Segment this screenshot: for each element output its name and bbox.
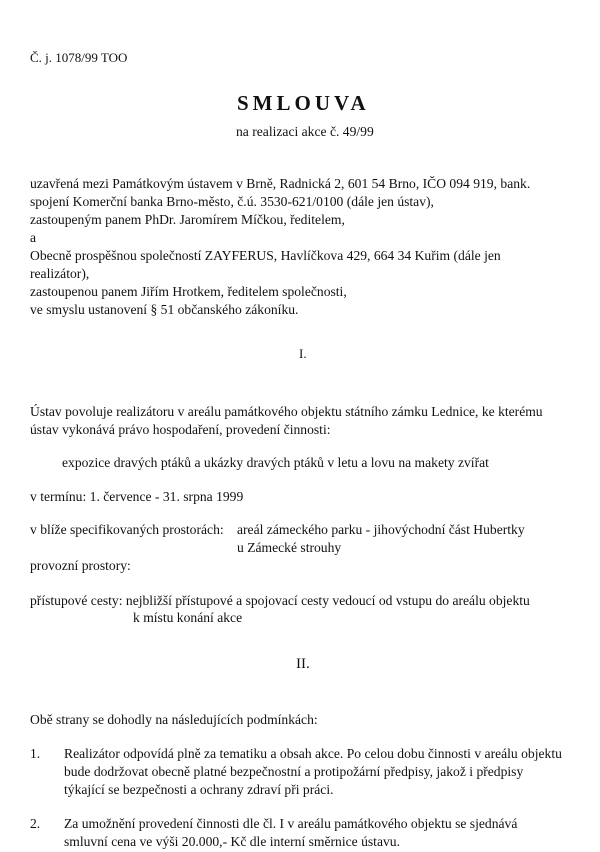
activity-description: expozice dravých ptáků a ukázky dravých ptáků v letu a lovu na makety zvířat <box>62 455 489 470</box>
section-mark-1: I. <box>299 346 307 361</box>
item-line: smluvní cena ve výši 20.000,- Kč dle interní směrnice ústavu. <box>64 834 400 849</box>
reference-number: Č. j. 1078/99 TOO <box>30 50 128 65</box>
term-line: v termínu: 1. července - 31. srpna 1999 <box>30 489 244 504</box>
operating-spaces-label: provozní prostory: <box>30 558 131 573</box>
party-line: zastoupenou panem Jiřím Hrotkem, ředitelem společnosti, <box>30 284 347 299</box>
item-line: Za umožnění provedení činnosti dle čl. I v areálu památkového objektu se sjednává <box>64 816 518 831</box>
access-roads-line-continued: k místu konání akce <box>133 610 243 625</box>
spaces-value: areál zámeckého parku - jihovýchodní část Hubertky <box>237 522 525 537</box>
spaces-value-continued: u Zámecké strouhy <box>237 540 342 555</box>
item-line: bude dodržovat obecně platné bezpečnostní a protipožární předpisy, jakož i předpisy <box>64 764 524 779</box>
party-line: realizátor), <box>30 266 90 281</box>
item-line: Realizátor odpovídá plně za tematiku a obsah akce. Po celou dobu činnosti v areálu objektu <box>64 746 562 761</box>
party-line: zastoupeným panem PhDr. Jaromírem Míčkou, ředitelem, <box>30 212 345 227</box>
item-number: 1. <box>30 746 41 761</box>
conditions-intro: Obě strany se dohodly na následujících podmínkách: <box>30 712 318 727</box>
party-line: ve smyslu ustanovení § 51 občanského zákoníku. <box>30 302 299 317</box>
party-line: uzavřená mezi Památkovým ústavem v Brně, Radnická 2, 601 54 Brno, IČO 094 919, bank. <box>30 176 531 191</box>
party-line: a <box>30 230 37 245</box>
party-line: Obecně prospěšnou společností ZAYFERUS, Havlíčkova 429, 664 34 Kuřim (dále jen <box>30 248 501 263</box>
item-line: týkající se bezpečnosti a ochrany zdraví při práci. <box>64 782 334 797</box>
document-title: SMLOUVA <box>237 91 370 115</box>
spaces-label: v blíže specifikovaných prostorách: <box>30 522 224 537</box>
access-roads-line: přístupové cesty: nejbližší přístupové a spojovací cesty vedoucí od vstupu do areálu objektu <box>30 593 530 608</box>
article-line: Ústav povoluje realizátoru v areálu památkového objektu státního zámku Lednice, ke kterému <box>30 404 543 419</box>
section-mark-2: II. <box>296 656 310 672</box>
article-line: ústav vykonává právo hospodaření, provedení činnosti: <box>30 422 331 437</box>
party-line: spojení Komerční banka Brno-město, č.ú. 3530-621/0100 (dále jen ústav), <box>30 194 434 209</box>
document-subtitle: na realizaci akce č. 49/99 <box>236 124 374 139</box>
item-number: 2. <box>30 816 41 831</box>
